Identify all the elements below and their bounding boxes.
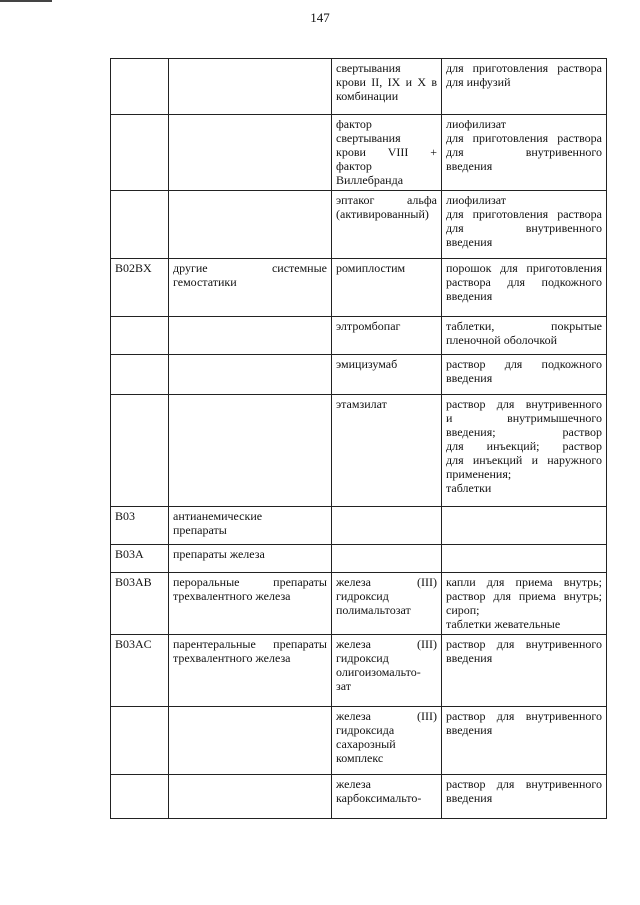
cell-line: гидроксид <box>336 651 389 665</box>
atc-code-cell <box>111 59 169 115</box>
cell-line: таблетки, покрытые <box>446 319 602 333</box>
atc-code-cell: B02BX <box>111 259 169 317</box>
cell-line: введения <box>446 791 493 805</box>
cell-line: для инфузий <box>446 75 511 89</box>
cell-line: введения <box>446 651 493 665</box>
cell-line: для внутривенного <box>446 221 602 235</box>
cell-line: сироп; <box>446 603 480 617</box>
drug-name-cell <box>332 573 442 635</box>
cell-line: таблетки <box>446 481 492 495</box>
group-name-cell <box>169 775 332 819</box>
cell-line: гемостатики <box>173 275 237 289</box>
drug-name-cell <box>332 545 442 573</box>
cell-line: железа (III) <box>336 709 437 723</box>
drug-name-cell <box>332 635 442 707</box>
atc-code-cell <box>111 775 169 819</box>
drug-name-cell <box>332 59 442 115</box>
cell-line: железа (III) <box>336 637 437 651</box>
cell-line: Виллебранда <box>336 173 404 187</box>
group-name-cell <box>169 259 332 317</box>
drug-name-cell <box>332 707 442 775</box>
cell-line: фактор <box>336 159 372 173</box>
drug-name-cell <box>332 355 442 395</box>
cell-line: сахарозный <box>336 737 396 751</box>
cell-line: капли для приема внутрь; <box>446 575 602 589</box>
cell-line: пероральные препараты <box>173 575 327 589</box>
atc-code-cell <box>111 355 169 395</box>
cell-line: введения <box>446 235 493 249</box>
table-row <box>111 573 607 635</box>
table-row <box>111 545 607 573</box>
table-row <box>111 507 607 545</box>
cell-line: карбоксимальто- <box>336 791 422 805</box>
cell-line: элтромбопаг <box>336 319 401 333</box>
cell-line: для инъекций и наружного <box>446 453 602 467</box>
cell-line: препараты железа <box>173 547 265 561</box>
atc-code-cell: B03 <box>111 507 169 545</box>
cell-line: антианемические <box>173 509 263 523</box>
cell-line: таблетки жевательные <box>446 617 561 631</box>
cell-line: эмицизумаб <box>336 357 398 371</box>
cell-line: и внутримышечного <box>446 411 602 425</box>
atc-code-cell <box>111 707 169 775</box>
cell-line: комплекс <box>336 751 384 765</box>
cell-line: введения <box>446 723 493 737</box>
table-row <box>111 191 607 259</box>
cell-line: трехвалентного железа <box>173 589 291 603</box>
drug-name-cell <box>332 259 442 317</box>
table-row <box>111 395 607 507</box>
table-row <box>111 707 607 775</box>
dosage-form-cell <box>442 355 607 395</box>
cell-line: лиофилизат <box>446 193 507 207</box>
cell-line: свертывания <box>336 131 401 145</box>
dosage-form-cell <box>442 191 607 259</box>
group-name-cell <box>169 545 332 573</box>
atc-code-cell <box>111 395 169 507</box>
table-body <box>111 59 607 819</box>
dosage-form-cell <box>442 59 607 115</box>
drug-name-cell <box>332 191 442 259</box>
cell-line: раствор для приема внутрь; <box>446 589 602 603</box>
cell-line: для внутривенного <box>446 145 602 159</box>
drug-name-cell <box>332 317 442 355</box>
table-row <box>111 259 607 317</box>
cell-line: пленочной оболочкой <box>446 333 558 347</box>
table-row <box>111 635 607 707</box>
group-name-cell <box>169 191 332 259</box>
dosage-form-cell <box>442 317 607 355</box>
cell-line: крови VIII + <box>336 145 437 159</box>
cell-line: для приготовления раствора <box>446 131 602 145</box>
cell-line: парентеральные препараты <box>173 637 327 651</box>
top-edge-mark <box>0 0 52 2</box>
table-row <box>111 775 607 819</box>
drug-name-cell <box>332 115 442 191</box>
dosage-form-cell <box>442 395 607 507</box>
cell-line: введения; раствор <box>446 425 602 439</box>
group-name-cell <box>169 573 332 635</box>
drug-name-cell <box>332 395 442 507</box>
cell-line: гидроксид <box>336 589 389 603</box>
group-name-cell <box>169 115 332 191</box>
cell-line: применения; <box>446 467 512 481</box>
cell-line: для инъекций; раствор <box>446 439 602 453</box>
group-name-cell <box>169 355 332 395</box>
dosage-form-cell <box>442 775 607 819</box>
cell-line: фактор <box>336 117 372 131</box>
drug-table <box>110 58 607 819</box>
group-name-cell <box>169 707 332 775</box>
cell-line: раствор для внутривенного <box>446 709 602 723</box>
cell-line: раствора для подкожного <box>446 275 602 289</box>
cell-line: введения <box>446 371 493 385</box>
atc-code-cell <box>111 115 169 191</box>
cell-line: железа <box>336 777 371 791</box>
group-name-cell <box>169 635 332 707</box>
cell-line: ромиплостим <box>336 261 406 275</box>
cell-line: свертывания <box>336 61 401 75</box>
group-name-cell <box>169 507 332 545</box>
cell-line: (активированный) <box>336 207 429 221</box>
cell-line: гидроксида <box>336 723 395 737</box>
group-name-cell <box>169 59 332 115</box>
table-row <box>111 115 607 191</box>
cell-line: зат <box>336 679 351 693</box>
drug-name-cell <box>332 507 442 545</box>
cell-line: препараты <box>173 523 227 537</box>
cell-line: другие системные <box>173 261 327 275</box>
cell-line: трехвалентного железа <box>173 651 291 665</box>
cell-line: эптаког альфа <box>336 193 437 207</box>
cell-line: олигоизомальто- <box>336 665 421 679</box>
cell-line: раствор для внутривенного <box>446 637 602 651</box>
atc-code-cell: B03AC <box>111 635 169 707</box>
table-row <box>111 355 607 395</box>
atc-code-cell: B03A <box>111 545 169 573</box>
cell-line: порошок для приготовления <box>446 261 602 275</box>
cell-line: полимальтозат <box>336 603 411 617</box>
cell-line: раствор для подкожного <box>446 357 602 371</box>
cell-line: железа (III) <box>336 575 437 589</box>
table-row <box>111 317 607 355</box>
drug-name-cell <box>332 775 442 819</box>
atc-code-cell: B03AB <box>111 573 169 635</box>
cell-line: лиофилизат <box>446 117 507 131</box>
dosage-form-cell <box>442 115 607 191</box>
page-number: 147 <box>310 10 330 25</box>
dosage-form-cell <box>442 635 607 707</box>
table-row <box>111 59 607 115</box>
cell-line: для приготовления раствора <box>446 61 602 75</box>
cell-line: этамзилат <box>336 397 387 411</box>
atc-code-cell <box>111 317 169 355</box>
atc-code-cell <box>111 191 169 259</box>
cell-line: введения <box>446 289 493 303</box>
cell-line: для приготовления раствора <box>446 207 602 221</box>
group-name-cell <box>169 395 332 507</box>
cell-line: раствор для внутривенного <box>446 777 602 791</box>
dosage-form-cell <box>442 573 607 635</box>
cell-line: крови II, IX и X в <box>336 75 437 89</box>
cell-line: комбинации <box>336 89 399 103</box>
dosage-form-cell <box>442 507 607 545</box>
group-name-cell <box>169 317 332 355</box>
dosage-form-cell <box>442 545 607 573</box>
dosage-form-cell <box>442 707 607 775</box>
cell-line: раствор для внутривенного <box>446 397 602 411</box>
cell-line: введения <box>446 159 493 173</box>
dosage-form-cell <box>442 259 607 317</box>
